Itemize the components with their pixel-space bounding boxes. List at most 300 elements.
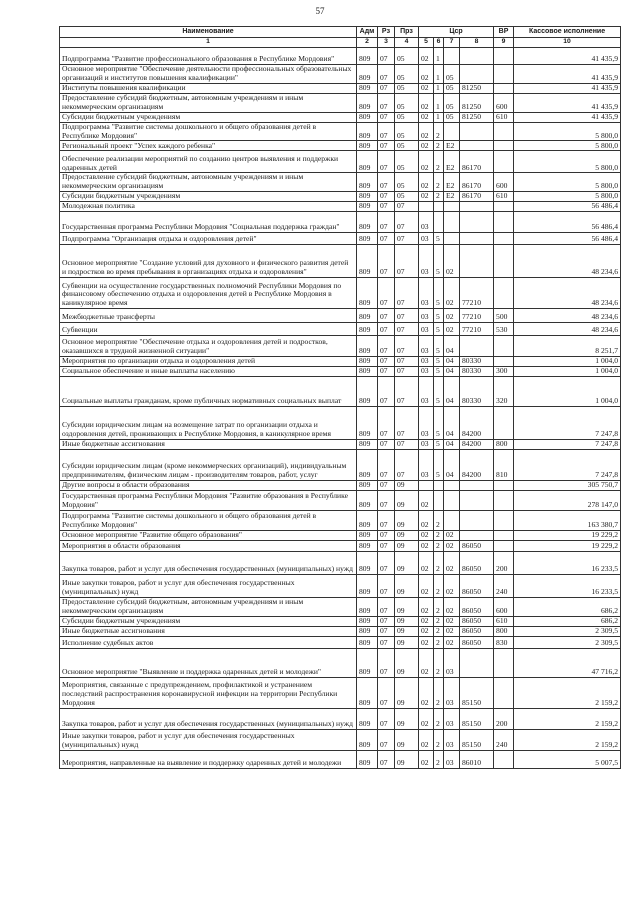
row-tssr-event xyxy=(444,481,460,491)
row-vr: 800 xyxy=(494,440,514,450)
row-prz: 05 xyxy=(395,122,419,141)
row-prz: 09 xyxy=(395,598,419,617)
row-adm: 809 xyxy=(357,531,378,541)
row-rz: 07 xyxy=(378,173,395,192)
row-tssr-direction: 77210 xyxy=(460,323,494,336)
row-cash-execution: 305 750,7 xyxy=(514,481,621,491)
header-name: Наименование xyxy=(60,27,357,38)
row-adm: 809 xyxy=(357,357,378,367)
row-tssr-direction: 81250 xyxy=(460,112,494,122)
row-tssr-event: 02 xyxy=(444,598,460,617)
row-prz: 07 xyxy=(395,407,419,440)
row-rz: 07 xyxy=(378,730,395,751)
row-tssr-program: 02 xyxy=(419,141,434,151)
row-adm: 809 xyxy=(357,511,378,531)
row-vr: 610 xyxy=(494,192,514,202)
row-tssr-event: E2 xyxy=(444,151,460,173)
row-name: Другие вопросы в области образования xyxy=(60,481,357,491)
row-vr xyxy=(494,491,514,511)
table-row xyxy=(60,309,621,323)
row-rz: 07 xyxy=(378,627,395,637)
row-adm: 809 xyxy=(357,627,378,637)
row-tssr-program: 02 xyxy=(419,531,434,541)
row-tssr-direction: 77210 xyxy=(460,309,494,323)
row-tssr-event: 02 xyxy=(444,309,460,323)
row-cash-execution: 56 486,4 xyxy=(514,202,621,212)
table-row xyxy=(60,709,621,730)
row-cash-execution: 278 147,0 xyxy=(514,491,621,511)
row-adm: 809 xyxy=(357,278,378,309)
row-prz: 05 xyxy=(395,173,419,192)
row-vr: 240 xyxy=(494,575,514,598)
row-prz: 05 xyxy=(395,192,419,202)
row-prz: 07 xyxy=(395,233,419,245)
row-tssr-subprogram xyxy=(434,491,444,511)
row-tssr-event: 02 xyxy=(444,575,460,598)
row-name: Закупка товаров, работ и услуг для обеспечения государственных (муниципальных) нужд xyxy=(60,709,357,730)
row-tssr-program: 02 xyxy=(419,511,434,531)
row-adm: 809 xyxy=(357,173,378,192)
row-tssr-program: 02 xyxy=(419,151,434,173)
row-tssr-subprogram: 2 xyxy=(434,173,444,192)
row-rz: 07 xyxy=(378,511,395,531)
row-name: Социальные выплаты гражданам, кроме публичных нормативных социальных выплат xyxy=(60,377,357,407)
row-adm: 809 xyxy=(357,93,378,112)
column-number: 3 xyxy=(378,38,395,48)
header-vr: ВР xyxy=(494,27,514,38)
row-adm: 809 xyxy=(357,407,378,440)
row-name: Молодежная политика xyxy=(60,202,357,212)
table-row xyxy=(60,649,621,678)
row-name: Основное мероприятие "Создание условий для духовного и физического развития детей и подростков во время пребывания в организациях отдыха и оздоровления" xyxy=(60,245,357,278)
table-row xyxy=(60,83,621,93)
row-tssr-program: 03 xyxy=(419,212,434,233)
row-tssr-event: 04 xyxy=(444,367,460,377)
row-prz: 07 xyxy=(395,309,419,323)
table-row xyxy=(60,141,621,151)
table-row xyxy=(60,481,621,491)
row-prz: 07 xyxy=(395,323,419,336)
row-cash-execution: 5 800,0 xyxy=(514,151,621,173)
row-tssr-subprogram: 5 xyxy=(434,367,444,377)
row-tssr-program: 02 xyxy=(419,491,434,511)
column-number: 8 xyxy=(460,38,494,48)
row-adm: 809 xyxy=(357,202,378,212)
row-rz: 07 xyxy=(378,637,395,649)
column-number: 1 xyxy=(60,38,357,48)
row-tssr-event: 02 xyxy=(444,278,460,309)
row-tssr-program: 02 xyxy=(419,48,434,65)
row-tssr-direction: 86170 xyxy=(460,192,494,202)
row-tssr-subprogram: 2 xyxy=(434,531,444,541)
table-row xyxy=(60,233,621,245)
column-number: 2 xyxy=(357,38,378,48)
row-tssr-program: 03 xyxy=(419,323,434,336)
table-row xyxy=(60,112,621,122)
row-tssr-subprogram: 2 xyxy=(434,730,444,751)
row-adm: 809 xyxy=(357,212,378,233)
row-prz: 07 xyxy=(395,245,419,278)
row-name: Предоставление субсидий бюджетным, автономным учреждениям и иным некоммерческим организациям xyxy=(60,93,357,112)
row-tssr-event: E2 xyxy=(444,141,460,151)
row-tssr-event: 05 xyxy=(444,65,460,84)
row-rz: 07 xyxy=(378,192,395,202)
row-tssr-direction: 84200 xyxy=(460,450,494,481)
table-row xyxy=(60,730,621,751)
row-rz: 07 xyxy=(378,141,395,151)
row-rz: 07 xyxy=(378,617,395,627)
row-adm: 809 xyxy=(357,48,378,65)
row-rz: 07 xyxy=(378,357,395,367)
row-tssr-program: 03 xyxy=(419,377,434,407)
table-row xyxy=(60,173,621,192)
table-row xyxy=(60,531,621,541)
row-name: Субвенции xyxy=(60,323,357,336)
row-tssr-event: 02 xyxy=(444,541,460,552)
row-tssr-event xyxy=(444,212,460,233)
table-row xyxy=(60,377,621,407)
row-tssr-event: E2 xyxy=(444,192,460,202)
row-rz: 07 xyxy=(378,751,395,769)
row-cash-execution: 7 247,8 xyxy=(514,407,621,440)
row-tssr-event xyxy=(444,233,460,245)
row-rz: 07 xyxy=(378,323,395,336)
row-vr xyxy=(494,541,514,552)
row-prz: 05 xyxy=(395,93,419,112)
row-tssr-event: 03 xyxy=(444,649,460,678)
row-tssr-subprogram: 5 xyxy=(434,440,444,450)
row-cash-execution: 41 435,9 xyxy=(514,65,621,84)
row-prz: 07 xyxy=(395,450,419,481)
row-adm: 809 xyxy=(357,377,378,407)
row-prz: 09 xyxy=(395,531,419,541)
row-tssr-program: 02 xyxy=(419,93,434,112)
row-cash-execution: 5 800,0 xyxy=(514,173,621,192)
row-prz: 09 xyxy=(395,552,419,575)
row-tssr-direction: 85150 xyxy=(460,678,494,709)
row-rz: 07 xyxy=(378,83,395,93)
row-tssr-direction: 86050 xyxy=(460,617,494,627)
table-row xyxy=(60,627,621,637)
row-tssr-subprogram: 5 xyxy=(434,357,444,367)
row-rz: 07 xyxy=(378,202,395,212)
row-prz: 05 xyxy=(395,65,419,84)
header-rz: Рз xyxy=(378,27,395,38)
row-tssr-event: 04 xyxy=(444,377,460,407)
row-name: Межбюджетные трансферты xyxy=(60,309,357,323)
row-name: Основное мероприятие "Развитие общего образования" xyxy=(60,531,357,541)
header-prz: Прз xyxy=(395,27,419,38)
column-number: 9 xyxy=(494,38,514,48)
row-tssr-subprogram xyxy=(434,212,444,233)
row-tssr-event: E2 xyxy=(444,173,460,192)
table-row xyxy=(60,212,621,233)
row-prz: 09 xyxy=(395,637,419,649)
row-adm: 809 xyxy=(357,309,378,323)
row-tssr-direction: 84200 xyxy=(460,440,494,450)
row-cash-execution: 19 229,2 xyxy=(514,531,621,541)
row-tssr-event: 03 xyxy=(444,709,460,730)
row-name: Основное мероприятие "Обеспечение деятельности профессиональных образовательных организаций и институтов повышения квалификации" xyxy=(60,65,357,84)
row-rz: 07 xyxy=(378,481,395,491)
row-vr xyxy=(494,278,514,309)
row-prz: 05 xyxy=(395,83,419,93)
row-name: Исполнение судебных актов xyxy=(60,637,357,649)
row-vr xyxy=(494,481,514,491)
row-rz: 07 xyxy=(378,278,395,309)
column-number: 7 xyxy=(444,38,460,48)
row-tssr-subprogram: 2 xyxy=(434,678,444,709)
row-prz: 09 xyxy=(395,617,419,627)
row-prz: 07 xyxy=(395,212,419,233)
row-adm: 809 xyxy=(357,552,378,575)
row-name: Закупка товаров, работ и услуг для обеспечения государственных (муниципальных) нужд xyxy=(60,552,357,575)
row-vr xyxy=(494,751,514,769)
row-tssr-event: 02 xyxy=(444,531,460,541)
row-tssr-direction: 86050 xyxy=(460,552,494,575)
row-vr: 530 xyxy=(494,323,514,336)
row-tssr-event: 02 xyxy=(444,627,460,637)
row-tssr-program xyxy=(419,202,434,212)
row-prz: 09 xyxy=(395,730,419,751)
row-adm: 809 xyxy=(357,112,378,122)
row-cash-execution: 47 716,2 xyxy=(514,649,621,678)
table-row xyxy=(60,336,621,357)
row-tssr-subprogram: 2 xyxy=(434,552,444,575)
row-tssr-direction: 86170 xyxy=(460,151,494,173)
budget-execution-table xyxy=(59,26,621,769)
row-cash-execution: 5 007,5 xyxy=(514,751,621,769)
column-number: 10 xyxy=(514,38,621,48)
row-rz: 07 xyxy=(378,491,395,511)
table-row xyxy=(60,450,621,481)
table-row xyxy=(60,552,621,575)
row-tssr-direction: 86050 xyxy=(460,598,494,617)
row-vr: 320 xyxy=(494,377,514,407)
table-row xyxy=(60,617,621,627)
row-cash-execution: 5 800,0 xyxy=(514,192,621,202)
row-cash-execution: 1 004,0 xyxy=(514,367,621,377)
row-tssr-event: 04 xyxy=(444,440,460,450)
row-tssr-event xyxy=(444,202,460,212)
row-rz: 07 xyxy=(378,233,395,245)
row-tssr-direction: 85150 xyxy=(460,709,494,730)
row-tssr-subprogram: 2 xyxy=(434,141,444,151)
row-adm: 809 xyxy=(357,367,378,377)
row-name: Основное мероприятие "Обеспечение отдыха и оздоровления детей и подростков, оказавшихся в трудной жизненной ситуации" xyxy=(60,336,357,357)
row-cash-execution: 41 435,9 xyxy=(514,83,621,93)
row-tssr-subprogram: 5 xyxy=(434,233,444,245)
row-name: Субсидии юридическим лицам (кроме некоммерческих организаций), индивидуальным предпринимателям, физическим лицам - производителям товаров, работ, услуг xyxy=(60,450,357,481)
row-tssr-subprogram: 1 xyxy=(434,93,444,112)
row-cash-execution: 41 435,9 xyxy=(514,93,621,112)
row-tssr-direction xyxy=(460,491,494,511)
row-adm: 809 xyxy=(357,637,378,649)
row-vr xyxy=(494,48,514,65)
row-tssr-event: 02 xyxy=(444,617,460,627)
row-vr: 300 xyxy=(494,367,514,377)
row-tssr-event xyxy=(444,122,460,141)
row-vr: 800 xyxy=(494,627,514,637)
row-adm: 809 xyxy=(357,83,378,93)
row-tssr-direction xyxy=(460,48,494,65)
row-rz: 07 xyxy=(378,377,395,407)
row-prz: 05 xyxy=(395,112,419,122)
row-prz: 09 xyxy=(395,481,419,491)
table-row xyxy=(60,122,621,141)
row-vr: 200 xyxy=(494,709,514,730)
row-name: Обеспечение реализации мероприятий по созданию центров выявления и поддержки одаренных детей xyxy=(60,151,357,173)
row-tssr-subprogram: 5 xyxy=(434,450,444,481)
table-row xyxy=(60,407,621,440)
row-vr: 810 xyxy=(494,450,514,481)
row-name: Иные закупки товаров, работ и услуг для обеспечения государственных (муниципальных) нужд xyxy=(60,575,357,598)
row-adm: 809 xyxy=(357,192,378,202)
column-number: 5 xyxy=(419,38,434,48)
row-tssr-subprogram: 5 xyxy=(434,336,444,357)
row-tssr-program: 02 xyxy=(419,122,434,141)
row-prz: 05 xyxy=(395,151,419,173)
row-tssr-direction xyxy=(460,65,494,84)
row-tssr-program: 03 xyxy=(419,278,434,309)
row-tssr-subprogram: 2 xyxy=(434,627,444,637)
row-cash-execution: 1 004,0 xyxy=(514,377,621,407)
row-name: Иные бюджетные ассигнования xyxy=(60,627,357,637)
row-tssr-direction: 86050 xyxy=(460,575,494,598)
row-tssr-subprogram: 2 xyxy=(434,192,444,202)
row-tssr-direction xyxy=(460,233,494,245)
row-tssr-subprogram: 2 xyxy=(434,151,444,173)
row-tssr-subprogram: 1 xyxy=(434,112,444,122)
row-adm: 809 xyxy=(357,598,378,617)
row-name: Государственная программа Республики Мордовия "Развитие образования в Республике Мордовия" xyxy=(60,491,357,511)
row-tssr-subprogram xyxy=(434,202,444,212)
row-cash-execution: 19 229,2 xyxy=(514,541,621,552)
row-tssr-subprogram: 2 xyxy=(434,511,444,531)
row-tssr-subprogram: 2 xyxy=(434,575,444,598)
row-tssr-direction: 81250 xyxy=(460,83,494,93)
row-tssr-direction: 84200 xyxy=(460,407,494,440)
row-tssr-direction xyxy=(460,511,494,531)
row-tssr-program: 03 xyxy=(419,440,434,450)
row-name: Предоставление субсидий бюджетным, автономным учреждениям и иным некоммерческим организациям xyxy=(60,598,357,617)
row-tssr-program: 02 xyxy=(419,598,434,617)
row-adm: 809 xyxy=(357,245,378,278)
row-cash-execution: 48 234,6 xyxy=(514,323,621,336)
row-name: Субсидии бюджетным учреждениям xyxy=(60,192,357,202)
row-cash-execution: 2 309,5 xyxy=(514,637,621,649)
row-adm: 809 xyxy=(357,440,378,450)
row-tssr-event: 04 xyxy=(444,407,460,440)
row-adm: 809 xyxy=(357,709,378,730)
row-name: Подпрограмма "Развитие системы дошкольного и общего образования детей в Республике Мордовия" xyxy=(60,122,357,141)
header-row xyxy=(60,27,621,38)
row-tssr-subprogram: 2 xyxy=(434,122,444,141)
row-cash-execution: 48 234,6 xyxy=(514,245,621,278)
row-vr xyxy=(494,357,514,367)
row-adm: 809 xyxy=(357,678,378,709)
table-row xyxy=(60,278,621,309)
row-name: Иные бюджетные ассигнования xyxy=(60,440,357,450)
row-tssr-program: 02 xyxy=(419,649,434,678)
row-tssr-direction: 86010 xyxy=(460,751,494,769)
row-rz: 07 xyxy=(378,709,395,730)
row-tssr-subprogram: 5 xyxy=(434,407,444,440)
row-tssr-program: 03 xyxy=(419,309,434,323)
row-tssr-program: 03 xyxy=(419,336,434,357)
row-vr: 600 xyxy=(494,598,514,617)
row-cash-execution: 41 435,9 xyxy=(514,48,621,65)
row-name: Региональный проект "Успех каждого ребенка" xyxy=(60,141,357,151)
table-row xyxy=(60,202,621,212)
row-prz: 09 xyxy=(395,678,419,709)
row-adm: 809 xyxy=(357,336,378,357)
row-name: Мероприятия по организации отдыха и оздоровления детей xyxy=(60,357,357,367)
row-tssr-event xyxy=(444,48,460,65)
row-tssr-event: 02 xyxy=(444,245,460,278)
row-cash-execution: 7 247,8 xyxy=(514,450,621,481)
header-adm: Адм xyxy=(357,27,378,38)
row-name: Мероприятия в области образования xyxy=(60,541,357,552)
row-cash-execution: 48 234,6 xyxy=(514,278,621,309)
row-name: Предоставление субсидий бюджетным, автономным учреждениям и иным некоммерческим организациям xyxy=(60,173,357,192)
row-prz: 09 xyxy=(395,491,419,511)
row-tssr-program: 03 xyxy=(419,233,434,245)
row-adm: 809 xyxy=(357,141,378,151)
table-row xyxy=(60,151,621,173)
row-vr xyxy=(494,151,514,173)
table-row xyxy=(60,357,621,367)
row-vr xyxy=(494,122,514,141)
row-tssr-program: 02 xyxy=(419,83,434,93)
table-row xyxy=(60,323,621,336)
row-adm: 809 xyxy=(357,617,378,627)
row-name: Мероприятия, направленные на выявление и поддержку одаренных детей и молодежи xyxy=(60,751,357,769)
row-tssr-event: 04 xyxy=(444,357,460,367)
row-tssr-direction xyxy=(460,122,494,141)
table-row xyxy=(60,511,621,531)
row-tssr-subprogram: 5 xyxy=(434,323,444,336)
row-prz: 07 xyxy=(395,377,419,407)
header-tssr: Цср xyxy=(419,27,494,38)
row-adm: 809 xyxy=(357,481,378,491)
row-tssr-program: 02 xyxy=(419,575,434,598)
row-cash-execution: 16 233,5 xyxy=(514,575,621,598)
row-vr xyxy=(494,141,514,151)
row-prz: 05 xyxy=(395,48,419,65)
row-rz: 07 xyxy=(378,309,395,323)
row-tssr-program: 03 xyxy=(419,245,434,278)
row-rz: 07 xyxy=(378,552,395,575)
table-row xyxy=(60,65,621,84)
row-tssr-direction: 80330 xyxy=(460,367,494,377)
row-cash-execution: 8 251,7 xyxy=(514,336,621,357)
row-rz: 07 xyxy=(378,649,395,678)
table-row xyxy=(60,598,621,617)
row-prz: 09 xyxy=(395,649,419,678)
table-row xyxy=(60,93,621,112)
row-name: Государственная программа Республики Мордовия "Социальная поддержка граждан" xyxy=(60,212,357,233)
row-tssr-direction: 86050 xyxy=(460,637,494,649)
row-prz: 07 xyxy=(395,357,419,367)
row-vr xyxy=(494,336,514,357)
row-tssr-program: 03 xyxy=(419,357,434,367)
row-tssr-subprogram: 2 xyxy=(434,617,444,627)
row-tssr-program xyxy=(419,481,434,491)
table-body xyxy=(60,48,621,769)
row-vr: 240 xyxy=(494,730,514,751)
row-vr: 830 xyxy=(494,637,514,649)
